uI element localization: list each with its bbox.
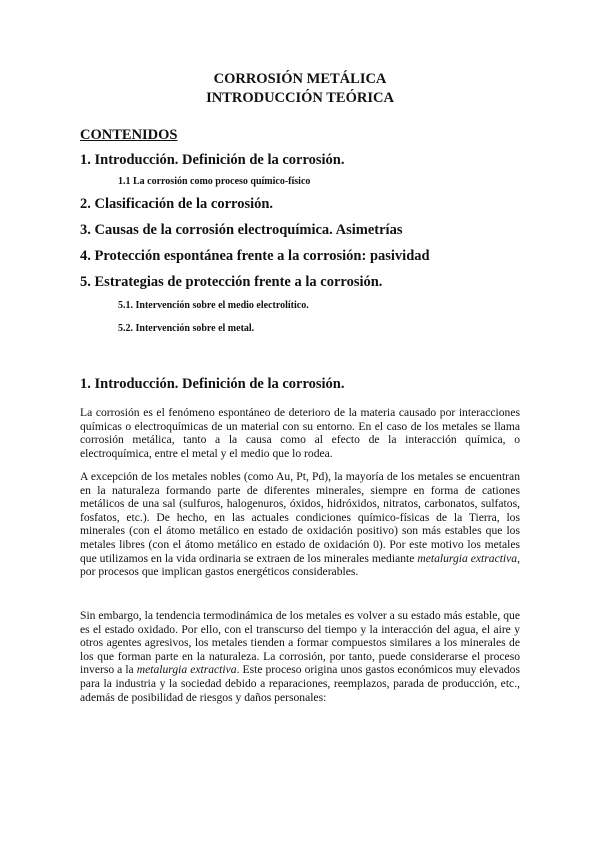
toc-heading: CONTENIDOS bbox=[80, 127, 178, 143]
emphasis-text: metalurgia extractiva bbox=[136, 663, 237, 677]
toc-subitem: 5.1. Intervención sobre el medio electrolítico. bbox=[118, 300, 309, 311]
paragraph bbox=[80, 406, 520, 460]
toc-item: 2. Clasificación de la corrosión. bbox=[80, 196, 274, 212]
document-subtitle: INTRODUCCIÓN TEÓRICA bbox=[206, 90, 394, 106]
emphasis-text: metalurgia extractiva bbox=[417, 551, 518, 565]
title-block bbox=[0, 70, 600, 108]
toc-subitem: 5.2. Intervención sobre el metal. bbox=[118, 323, 255, 334]
toc-item: 5. Estrategias de protección frente a la corrosión. bbox=[80, 274, 383, 290]
section-heading: 1. Introducción. Definición de la corrosión. bbox=[80, 376, 345, 392]
paragraph bbox=[80, 470, 520, 579]
document-title: CORROSIÓN METÁLICA bbox=[213, 71, 387, 87]
paragraph-text: , por procesos que implican gastos energéticos considerables. bbox=[80, 551, 521, 579]
paragraph-text: Sin embargo, la tendencia termodinámica de los metales es volver a su estado más estable, que es el estado oxidado. Por ello, con el transcurso del tiempo y la interacción del agua, el aire y otros agentes agresivos, los metales tienden a formar compuestos similares a los minerales de los que forman parte en la naturaleza. La corrosión, por tanto, puede considerarse el proceso inverso a la bbox=[80, 609, 520, 677]
paragraph-text: La corrosión es el fenómeno espontáneo de deterioro de la materia causado por interacciones químicas o electroquímicas de un material con su entorno. En el caso de los metales se llama corrosión metálica, tanto a la causa como al efecto de la interacción química, o electroquímica, entre el metal y el medio que lo rodea. bbox=[80, 406, 520, 460]
paragraph-text: . Este proceso origina unos gastos económicos muy elevados para la industria y la sociedad debido a reparaciones, reemplazos, parada de producción, etc., además de posibilidad de riesgos y daños personales: bbox=[80, 663, 520, 704]
toc-item: 1. Introducción. Definición de la corrosión. bbox=[80, 152, 345, 168]
paragraph bbox=[80, 609, 520, 704]
toc-item: 3. Causas de la corrosión electroquímica. Asimetrías bbox=[80, 222, 403, 238]
toc-item: 4. Protección espontánea frente a la corrosión: pasividad bbox=[80, 248, 430, 264]
paragraph-text: A excepción de los metales nobles (como Au, Pt, Pd), la mayoría de los metales se encuentran en la naturaleza formando parte de diferentes minerales, siempre en forma de cationes metálicos de una sal (sulfuros, halogenuros, óxidos, hidróxidos, nitratos, carbonatos, sulfatos, fosfatos, etc.). De hecho, en las actuales condiciones químico-físicas de la Tierra, los minerales (con el átomo metálico en estado de oxidación positivo) son más estables que los metales libres (con el átomo metálico en estado de oxidación 0). Por este motivo los metales que utilizamos en la vida ordinaria se extraen de los minerales mediante bbox=[80, 470, 520, 565]
toc-subitem: 1.1 La corrosión como proceso químico-físico bbox=[118, 176, 311, 187]
table-of-contents bbox=[80, 126, 530, 343]
